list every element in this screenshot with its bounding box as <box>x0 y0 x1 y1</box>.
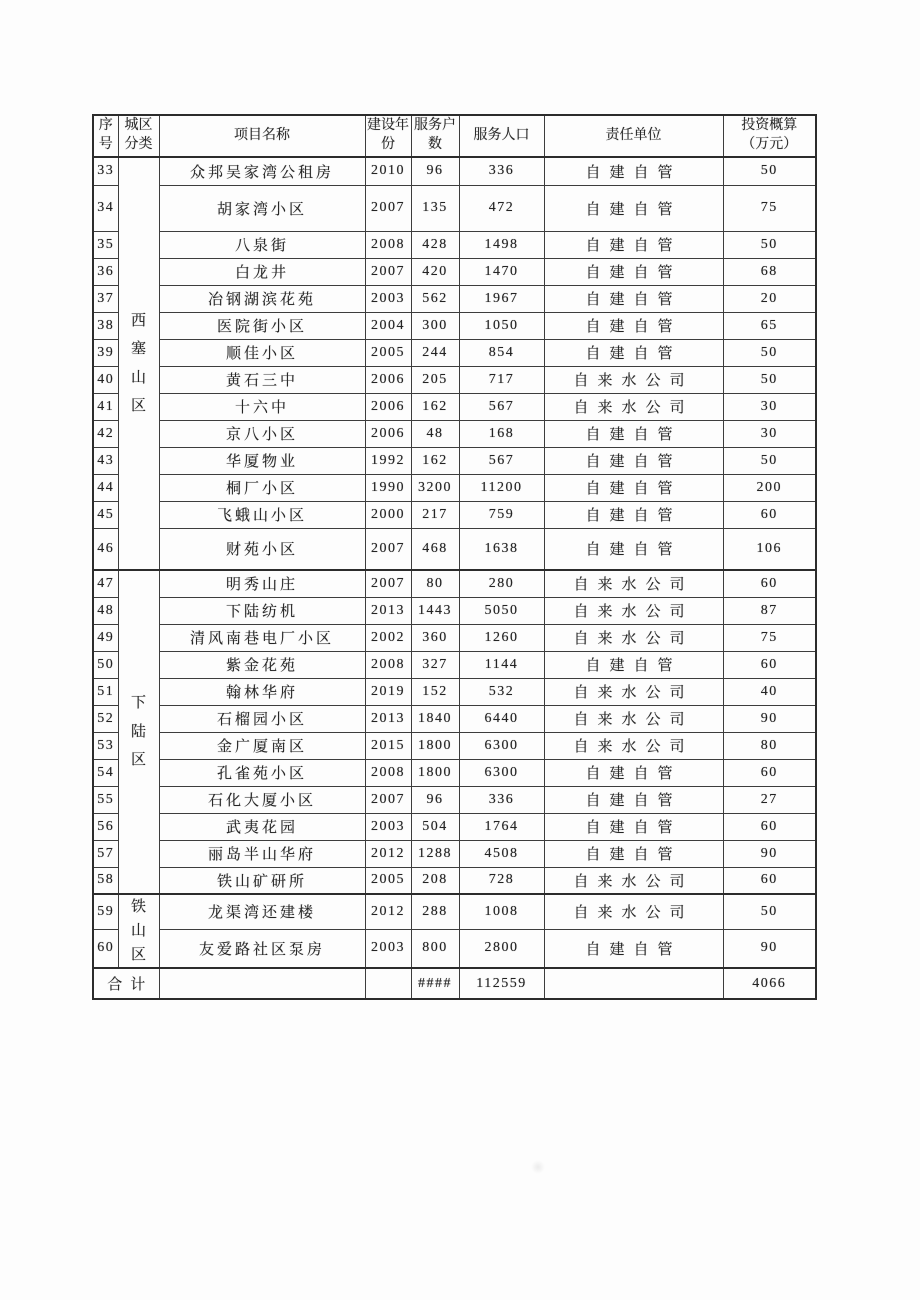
cell-seq: 42 <box>93 420 118 447</box>
cell-unit: 自建自管 <box>544 786 723 813</box>
table-row <box>93 185 816 231</box>
cell-investment: 60 <box>723 867 816 894</box>
cell-year: 1990 <box>365 474 411 501</box>
cell-investment: 50 <box>723 366 816 393</box>
cell-seq: 33 <box>93 157 118 185</box>
cell-seq: 55 <box>93 786 118 813</box>
cell-investment: 87 <box>723 597 816 624</box>
total-population-cell: 112559 <box>459 968 544 999</box>
cell-households: 96 <box>411 157 459 185</box>
cell-households: 420 <box>411 258 459 285</box>
cell-households: 162 <box>411 447 459 474</box>
cell-seq: 52 <box>93 705 118 732</box>
table-row <box>93 339 816 366</box>
cell-seq: 47 <box>93 570 118 597</box>
cell-investment: 50 <box>723 894 816 929</box>
col-header-investment <box>723 115 816 157</box>
total-households-cell: #### <box>411 968 459 999</box>
col-header-project-name: 项目名称 <box>159 115 365 157</box>
investment-header-line1: 投资概算 <box>741 118 798 134</box>
cell-households: 300 <box>411 312 459 339</box>
cell-project-name: 财苑小区 <box>159 528 365 570</box>
cell-project-name: 众邦吴家湾公租房 <box>159 157 365 185</box>
cell-population: 336 <box>459 786 544 813</box>
cell-seq: 45 <box>93 501 118 528</box>
cell-population: 1638 <box>459 528 544 570</box>
cell-project-name: 胡家湾小区 <box>159 185 365 231</box>
cell-project-name: 石化大厦小区 <box>159 786 365 813</box>
cell-year: 2006 <box>365 393 411 420</box>
scan-smudge <box>531 1160 545 1174</box>
cell-investment: 60 <box>723 501 816 528</box>
col-header-year: 建设年份 <box>365 115 411 157</box>
table-row <box>93 420 816 447</box>
cell-project-name: 石榴园小区 <box>159 705 365 732</box>
cell-households: 162 <box>411 393 459 420</box>
cell-investment: 30 <box>723 393 816 420</box>
cell-investment: 60 <box>723 759 816 786</box>
cell-year: 2003 <box>365 285 411 312</box>
cell-project-name: 下陆纺机 <box>159 597 365 624</box>
cell-seq: 57 <box>93 840 118 867</box>
cell-year: 2003 <box>365 929 411 968</box>
cell-project-name: 顺佳小区 <box>159 339 365 366</box>
cell-project-name: 桐厂小区 <box>159 474 365 501</box>
cell-seq: 53 <box>93 732 118 759</box>
cell-unit: 自建自管 <box>544 813 723 840</box>
cell-unit: 自建自管 <box>544 157 723 185</box>
table-row <box>93 678 816 705</box>
cell-investment: 80 <box>723 732 816 759</box>
cell-project-name: 白龙井 <box>159 258 365 285</box>
investment-header-line2: （万元） <box>741 137 798 152</box>
cell-project-name: 紫金花苑 <box>159 651 365 678</box>
cell-investment: 90 <box>723 705 816 732</box>
total-unit-cell <box>544 968 723 999</box>
cell-project-name: 清风南巷电厂小区 <box>159 624 365 651</box>
table-row <box>93 732 816 759</box>
cell-households: 217 <box>411 501 459 528</box>
cell-seq: 59 <box>93 894 118 929</box>
total-label-cell: 合计 <box>93 968 159 999</box>
total-year-cell <box>365 968 411 999</box>
district-label: 西塞山区 <box>130 312 146 414</box>
cell-unit: 自来水公司 <box>544 732 723 759</box>
cell-unit: 自建自管 <box>544 339 723 366</box>
cell-households: 360 <box>411 624 459 651</box>
cell-households: 1840 <box>411 705 459 732</box>
cell-investment: 27 <box>723 786 816 813</box>
cell-unit: 自建自管 <box>544 285 723 312</box>
cell-population: 567 <box>459 447 544 474</box>
cell-investment: 50 <box>723 157 816 185</box>
cell-unit: 自建自管 <box>544 447 723 474</box>
cell-population: 1967 <box>459 285 544 312</box>
table-row <box>93 624 816 651</box>
cell-project-name: 武夷花园 <box>159 813 365 840</box>
cell-year: 2015 <box>365 732 411 759</box>
cell-year: 2008 <box>365 231 411 258</box>
cell-seq: 46 <box>93 528 118 570</box>
cell-year: 2006 <box>365 366 411 393</box>
cell-households: 3200 <box>411 474 459 501</box>
cell-households: 800 <box>411 929 459 968</box>
cell-seq: 44 <box>93 474 118 501</box>
table-row <box>93 474 816 501</box>
cell-investment: 90 <box>723 840 816 867</box>
cell-year: 2005 <box>365 339 411 366</box>
cell-seq: 58 <box>93 867 118 894</box>
table-row <box>93 929 816 968</box>
cell-seq: 37 <box>93 285 118 312</box>
cell-year: 2012 <box>365 840 411 867</box>
cell-year: 2007 <box>365 528 411 570</box>
cell-investment: 30 <box>723 420 816 447</box>
table-row <box>93 570 816 597</box>
cell-households: 1800 <box>411 732 459 759</box>
district-label: 下陆区 <box>130 695 146 769</box>
cell-project-name: 十六中 <box>159 393 365 420</box>
cell-seq: 40 <box>93 366 118 393</box>
table-row <box>93 786 816 813</box>
total-name-cell <box>159 968 365 999</box>
cell-population: 6300 <box>459 759 544 786</box>
cell-population: 1498 <box>459 231 544 258</box>
cell-population: 1050 <box>459 312 544 339</box>
cell-households: 327 <box>411 651 459 678</box>
cell-population: 472 <box>459 185 544 231</box>
cell-unit: 自来水公司 <box>544 366 723 393</box>
table-header <box>93 115 816 157</box>
cell-population: 717 <box>459 366 544 393</box>
cell-population: 1260 <box>459 624 544 651</box>
cell-year: 2012 <box>365 894 411 929</box>
cell-population: 1470 <box>459 258 544 285</box>
table-row <box>93 528 816 570</box>
table-row <box>93 894 816 929</box>
cell-seq: 36 <box>93 258 118 285</box>
cell-investment: 200 <box>723 474 816 501</box>
cell-households: 562 <box>411 285 459 312</box>
table-row <box>93 705 816 732</box>
cell-unit: 自来水公司 <box>544 894 723 929</box>
cell-project-name: 黄石三中 <box>159 366 365 393</box>
cell-unit: 自建自管 <box>544 258 723 285</box>
cell-project-name: 华厦物业 <box>159 447 365 474</box>
cell-investment: 60 <box>723 813 816 840</box>
district-cell <box>118 894 159 968</box>
cell-unit: 自来水公司 <box>544 678 723 705</box>
table-body <box>93 157 816 968</box>
cell-population: 1008 <box>459 894 544 929</box>
cell-unit: 自建自管 <box>544 528 723 570</box>
cell-project-name: 八泉街 <box>159 231 365 258</box>
cell-households: 135 <box>411 185 459 231</box>
cell-seq: 50 <box>93 651 118 678</box>
cell-population: 11200 <box>459 474 544 501</box>
table-row <box>93 840 816 867</box>
cell-households: 468 <box>411 528 459 570</box>
cell-population: 532 <box>459 678 544 705</box>
cell-year: 2007 <box>365 786 411 813</box>
cell-investment: 40 <box>723 678 816 705</box>
cell-unit: 自建自管 <box>544 312 723 339</box>
cell-project-name: 金广厦南区 <box>159 732 365 759</box>
cell-households: 1288 <box>411 840 459 867</box>
table-row <box>93 312 816 339</box>
cell-seq: 51 <box>93 678 118 705</box>
table-row <box>93 597 816 624</box>
table-footer <box>93 968 816 999</box>
cell-year: 2013 <box>365 705 411 732</box>
col-header-population: 服务人口 <box>459 115 544 157</box>
cell-households: 152 <box>411 678 459 705</box>
cell-unit: 自来水公司 <box>544 393 723 420</box>
cell-population: 1764 <box>459 813 544 840</box>
district-cell <box>118 570 159 894</box>
cell-unit: 自建自管 <box>544 759 723 786</box>
total-row <box>93 968 816 999</box>
cell-households: 80 <box>411 570 459 597</box>
cell-seq: 38 <box>93 312 118 339</box>
cell-year: 2002 <box>365 624 411 651</box>
cell-year: 2006 <box>365 420 411 447</box>
table-row <box>93 258 816 285</box>
cell-seq: 56 <box>93 813 118 840</box>
table-row <box>93 157 816 185</box>
cell-population: 6440 <box>459 705 544 732</box>
cell-unit: 自建自管 <box>544 474 723 501</box>
cell-project-name: 冶钢湖滨花苑 <box>159 285 365 312</box>
cell-unit: 自来水公司 <box>544 570 723 597</box>
table-row <box>93 759 816 786</box>
cell-project-name: 孔雀苑小区 <box>159 759 365 786</box>
cell-households: 1443 <box>411 597 459 624</box>
table-row <box>93 651 816 678</box>
cell-population: 6300 <box>459 732 544 759</box>
cell-unit: 自建自管 <box>544 501 723 528</box>
table-row <box>93 447 816 474</box>
cell-year: 2005 <box>365 867 411 894</box>
table-row <box>93 393 816 420</box>
col-header-seq: 序号 <box>93 115 118 157</box>
cell-unit: 自建自管 <box>544 651 723 678</box>
cell-unit: 自建自管 <box>544 420 723 447</box>
cell-year: 2010 <box>365 157 411 185</box>
cell-investment: 106 <box>723 528 816 570</box>
cell-seq: 34 <box>93 185 118 231</box>
cell-year: 2007 <box>365 185 411 231</box>
cell-investment: 90 <box>723 929 816 968</box>
district-cell <box>118 157 159 570</box>
cell-unit: 自来水公司 <box>544 624 723 651</box>
cell-year: 2008 <box>365 759 411 786</box>
cell-project-name: 友爱路社区泵房 <box>159 929 365 968</box>
cell-households: 428 <box>411 231 459 258</box>
col-header-unit: 责任单位 <box>544 115 723 157</box>
col-header-district: 城区分类 <box>118 115 159 157</box>
cell-project-name: 丽岛半山华府 <box>159 840 365 867</box>
cell-population: 759 <box>459 501 544 528</box>
cell-investment: 50 <box>723 231 816 258</box>
cell-seq: 35 <box>93 231 118 258</box>
cell-year: 2004 <box>365 312 411 339</box>
cell-investment: 50 <box>723 447 816 474</box>
cell-project-name: 明秀山庄 <box>159 570 365 597</box>
cell-seq: 48 <box>93 597 118 624</box>
cell-year: 2000 <box>365 501 411 528</box>
cell-unit: 自建自管 <box>544 840 723 867</box>
cell-investment: 60 <box>723 570 816 597</box>
table-row <box>93 285 816 312</box>
col-header-households: 服务户数 <box>411 115 459 157</box>
cell-population: 728 <box>459 867 544 894</box>
cell-seq: 43 <box>93 447 118 474</box>
cell-unit: 自来水公司 <box>544 597 723 624</box>
cell-project-name: 飞蛾山小区 <box>159 501 365 528</box>
cell-seq: 49 <box>93 624 118 651</box>
cell-population: 5050 <box>459 597 544 624</box>
cell-households: 48 <box>411 420 459 447</box>
table-row <box>93 366 816 393</box>
cell-population: 1144 <box>459 651 544 678</box>
table-row <box>93 501 816 528</box>
project-table <box>92 114 817 1000</box>
cell-project-name: 铁山矿研所 <box>159 867 365 894</box>
table-row <box>93 813 816 840</box>
table-row <box>93 231 816 258</box>
cell-households: 288 <box>411 894 459 929</box>
cell-households: 208 <box>411 867 459 894</box>
cell-investment: 68 <box>723 258 816 285</box>
cell-unit: 自建自管 <box>544 185 723 231</box>
table-row <box>93 867 816 894</box>
cell-year: 2007 <box>365 570 411 597</box>
cell-households: 244 <box>411 339 459 366</box>
cell-households: 504 <box>411 813 459 840</box>
cell-unit: 自建自管 <box>544 929 723 968</box>
header-row <box>93 115 816 157</box>
cell-households: 1800 <box>411 759 459 786</box>
district-label: 铁山区 <box>130 899 146 963</box>
cell-year: 1992 <box>365 447 411 474</box>
cell-seq: 54 <box>93 759 118 786</box>
cell-population: 567 <box>459 393 544 420</box>
cell-project-name: 京八小区 <box>159 420 365 447</box>
cell-investment: 50 <box>723 339 816 366</box>
cell-unit: 自来水公司 <box>544 705 723 732</box>
cell-population: 4508 <box>459 840 544 867</box>
cell-population: 854 <box>459 339 544 366</box>
cell-year: 2007 <box>365 258 411 285</box>
cell-seq: 41 <box>93 393 118 420</box>
cell-investment: 75 <box>723 624 816 651</box>
cell-population: 336 <box>459 157 544 185</box>
cell-year: 2019 <box>365 678 411 705</box>
cell-population: 280 <box>459 570 544 597</box>
cell-investment: 20 <box>723 285 816 312</box>
cell-unit: 自建自管 <box>544 231 723 258</box>
cell-population: 2800 <box>459 929 544 968</box>
cell-year: 2003 <box>365 813 411 840</box>
cell-project-name: 翰林华府 <box>159 678 365 705</box>
cell-seq: 60 <box>93 929 118 968</box>
cell-year: 2013 <box>365 597 411 624</box>
cell-households: 96 <box>411 786 459 813</box>
cell-investment: 75 <box>723 185 816 231</box>
cell-investment: 60 <box>723 651 816 678</box>
cell-project-name: 龙渠湾还建楼 <box>159 894 365 929</box>
cell-year: 2008 <box>365 651 411 678</box>
cell-population: 168 <box>459 420 544 447</box>
total-investment-cell: 4066 <box>723 968 816 999</box>
cell-project-name: 医院街小区 <box>159 312 365 339</box>
cell-investment: 65 <box>723 312 816 339</box>
cell-households: 205 <box>411 366 459 393</box>
cell-seq: 39 <box>93 339 118 366</box>
cell-unit: 自来水公司 <box>544 867 723 894</box>
